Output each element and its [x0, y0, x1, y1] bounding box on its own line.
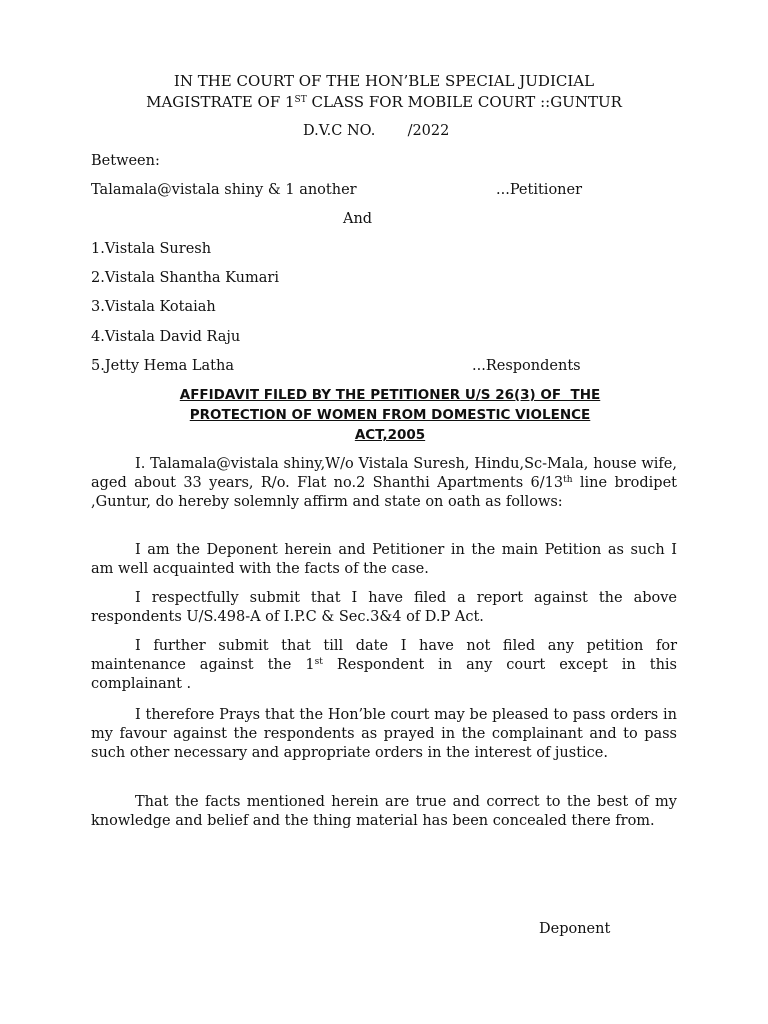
- paragraph-1-superscript: th: [563, 475, 573, 486]
- respondent-5-row: [91, 357, 611, 375]
- paragraph-verification: [91, 793, 677, 831]
- affidavit-title-line-3: ACT,2005: [354, 427, 426, 443]
- paragraph-report-filed: [91, 589, 677, 627]
- paragraph-4-superscript: st: [314, 657, 323, 668]
- paragraph-5-text: I therefore Prays that the Hon’ble court may be pleased to pass orders in my favour against the respondents as prayed in the complainant and to pass such other necessary and appropriate orders in the interest of justice.: [91, 707, 677, 762]
- petitioner-role: ...Petitioner: [496, 182, 583, 198]
- petitioner-name: Talamala@vistala shiny & 1 another: [91, 182, 357, 198]
- court-header-line-2: [0, 93, 768, 111]
- paragraph-4-text-b: Respondent in any court except in this complainant .: [91, 657, 677, 693]
- court-header-line-2-post: CLASS FOR MOBILE COURT ::GUNTUR: [306, 93, 622, 111]
- respondent-4: 4.Vistala David Raju: [91, 329, 241, 345]
- between-label: Between:: [91, 153, 160, 169]
- paragraph-no-maintenance-petition: [91, 637, 677, 695]
- affidavit-title-line-2: PROTECTION OF WOMEN FROM DOMESTIC VIOLENCE: [189, 407, 591, 423]
- respondent-1: 1.Vistala Suresh: [91, 241, 212, 257]
- respondent-3: 3.Vistala Kotaiah: [91, 299, 216, 315]
- paragraph-prayer: [91, 706, 677, 764]
- court-header-superscript: ST: [294, 95, 307, 105]
- court-header-line-1: IN THE COURT OF THE HON’BLE SPECIAL JUDICIAL: [173, 72, 595, 90]
- affidavit-title-line-1: AFFIDAVIT FILED BY THE PETITIONER U/S 26(3) OF THE: [179, 387, 601, 403]
- paragraph-deponent-details: [91, 455, 677, 513]
- paragraph-deponent-acquainted: [91, 541, 677, 579]
- paragraph-4-text-a: I further submit that till date I have not filed any petition for maintenance against the 1: [91, 638, 677, 674]
- respondent-5: 5.Jetty Hema Latha: [91, 358, 234, 374]
- paragraph-3-text: I respectfully submit that I have filed a report against the above respondents U/S.498-A of I.P.C & Sec.3&4 of D.P Act.: [91, 590, 677, 626]
- court-header-line-2-pre: MAGISTRATE OF 1: [146, 93, 295, 111]
- paragraph-1-text-a: I. Talamala@vistala shiny,W/o Vistala Suresh, Hindu,Sc-Mala, house wife, aged about 33 years, R/o. Flat no.2 Shanthi Apartments 6/13: [91, 456, 677, 492]
- paragraph-6-text: That the facts mentioned herein are true and correct to the best of my knowledge and belief and the thing material has been concealed there from.: [91, 794, 677, 830]
- petitioner-row: [91, 181, 611, 199]
- and-label: And: [343, 211, 373, 227]
- respondent-2: 2.Vistala Shantha Kumari: [91, 270, 279, 286]
- case-number: D.V.C NO. /2022: [303, 123, 450, 139]
- deponent-signature-label: Deponent: [539, 921, 611, 937]
- affidavit-title: [100, 385, 680, 445]
- respondents-role: ...Respondents: [472, 358, 581, 374]
- paragraph-2-text: I am the Deponent herein and Petitioner in the main Petition as such I am well acquainted with the facts of the case.: [91, 542, 677, 578]
- paragraph-1-text-b: line brodipet ,Guntur, do hereby solemnly affirm and state on oath as follows:: [91, 475, 677, 511]
